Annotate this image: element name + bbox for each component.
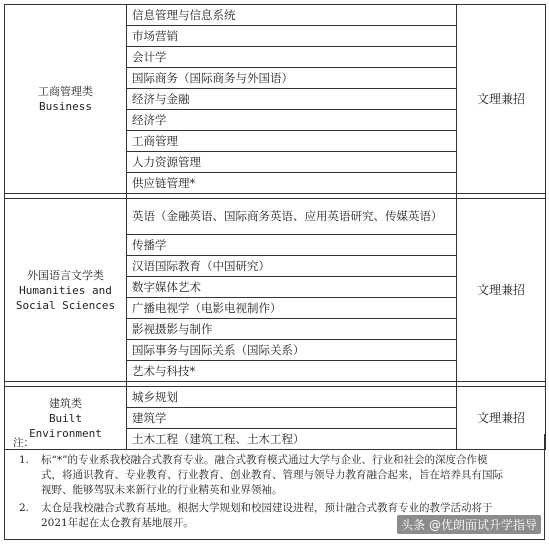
note-text: 标“*”的专业系我校融合式教育专业。融合式教育模式通过大学与企业、行业和社会的深度合作模式，将通识教育、专业教育、行业教育、创业教育、管理与领导力教育融合起来，旨在培养具有国际视野、能够驾驭未来新行业的行业精英和业界领袖。 <box>41 454 503 496</box>
major-cell: 英语（金融英语、国际商务英语、应用英语研究、传媒英语） <box>127 199 457 235</box>
admission-policy: 文理兼招 <box>457 199 546 382</box>
major-cell: 城乡规划 <box>127 387 457 408</box>
category-business <box>5 5 127 194</box>
table-row <box>5 199 546 235</box>
note-item <box>13 453 536 498</box>
major-cell: 广播电视学（电影电视制作） <box>127 298 457 319</box>
note-number: 2. <box>19 502 30 514</box>
major-cell: 汉语国际教育（中国研究） <box>127 256 457 277</box>
category-name-cn: 工商管理类 <box>38 85 93 98</box>
major-cell: 艺术与科技* <box>127 361 457 382</box>
table-row <box>5 5 546 26</box>
admission-policy: 文理兼招 <box>457 5 546 194</box>
admission-policy: 文理兼招 <box>457 387 546 450</box>
major-cell: 国际事务与国际关系（国际关系） <box>127 340 457 361</box>
category-name-cn: 外国语言文学类 <box>27 268 104 282</box>
category-humanities <box>5 199 127 382</box>
category-name-en: Business <box>39 100 92 113</box>
major-cell: 会计学 <box>127 47 457 68</box>
major-cell: 信息管理与信息系统 <box>127 5 457 26</box>
major-cell: 国际商务（国际商务与外国语） <box>127 68 457 89</box>
category-name-en: Social Sciences <box>15 298 116 312</box>
major-cell: 市场营销 <box>127 26 457 47</box>
category-name-en: Humanities and <box>19 283 112 297</box>
major-cell: 人力资源管理 <box>127 152 457 173</box>
major-cell: 经济学 <box>127 110 457 131</box>
category-name-en: Built <box>48 411 83 425</box>
category-name-cn: 建筑类 <box>49 396 82 410</box>
major-cell: 工商管理 <box>127 131 457 152</box>
major-cell: 传播学 <box>127 235 457 256</box>
major-cell: 供应链管理* <box>127 173 457 194</box>
major-cell: 经济与金融 <box>127 89 457 110</box>
major-cell: 影视摄影与制作 <box>127 319 457 340</box>
note-text: 太仓是我校融合式教育基地。根据大学规划和校园建设进程，预计融合式教育专业的教学活动将于2021年起在太仓教育基地展开。 <box>41 502 493 529</box>
major-cell: 建筑学 <box>127 408 457 429</box>
note-number: 1. <box>19 454 30 466</box>
watermark: 头条 @优朗面试升学指导 <box>397 515 541 534</box>
notes-title: 注： <box>13 437 34 449</box>
major-cell: 土木工程（建筑工程、土木工程） <box>127 429 457 450</box>
category-name-en: Environment <box>29 426 102 440</box>
table-row <box>5 387 546 408</box>
majors-table <box>4 4 546 450</box>
major-cell: 数字媒体艺术 <box>127 277 457 298</box>
